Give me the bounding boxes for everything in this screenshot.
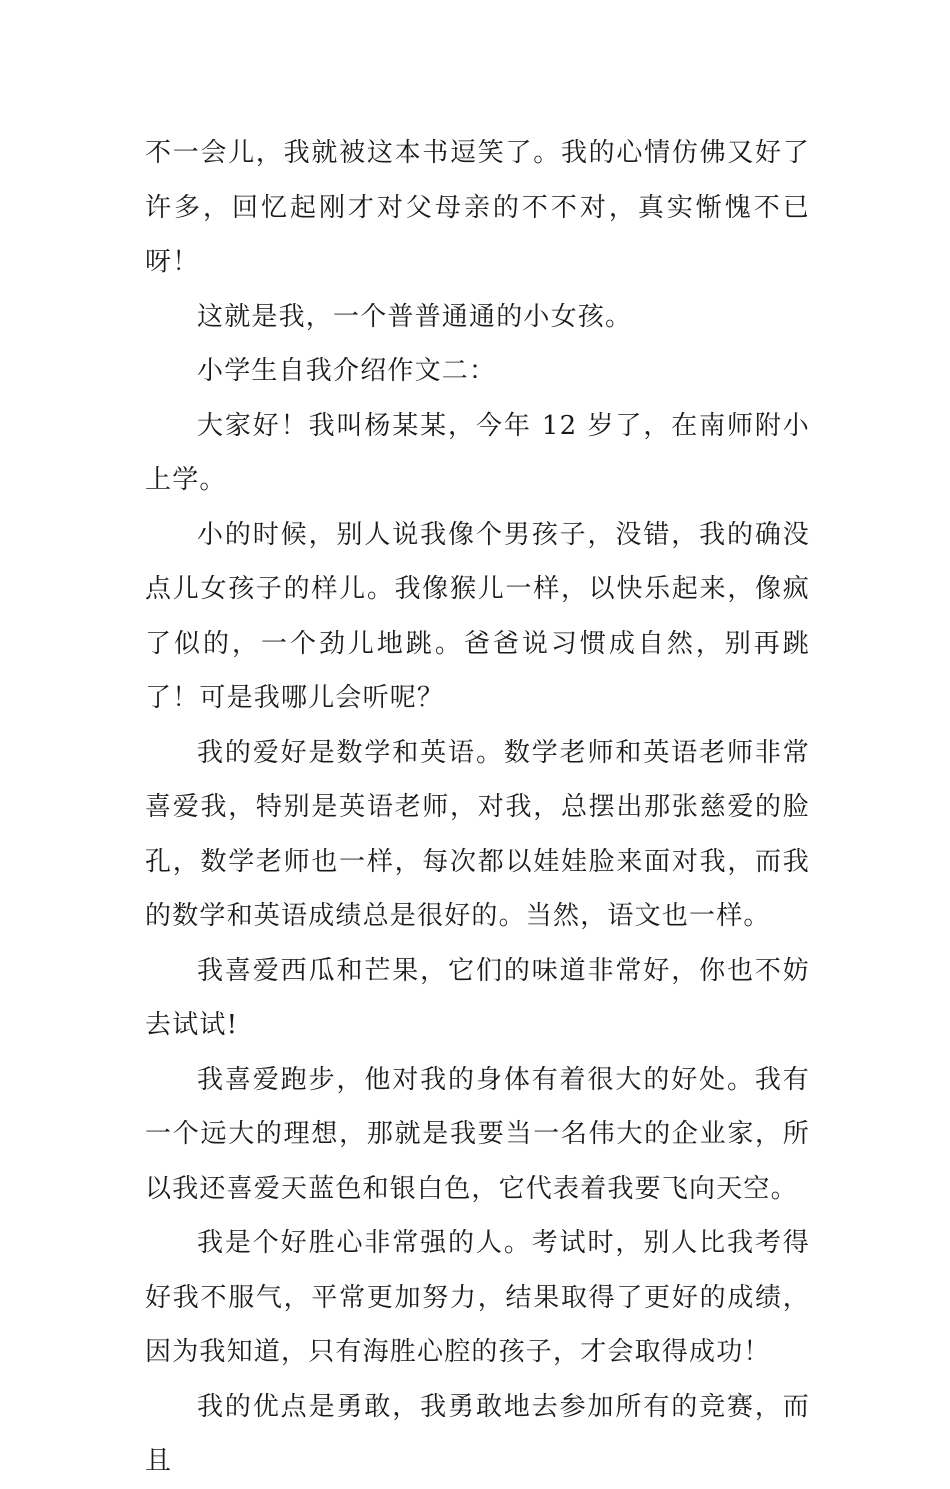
paragraph-7: 我喜爱跑步，他对我的身体有着很大的好处。我有一个远大的理想，那就是我要当一名伟大的企业家，所以我还喜爱天蓝色和银白色，它代表着我要飞向天空。 bbox=[145, 1064, 810, 1204]
section-heading: 小学生自我介绍作文二： bbox=[197, 356, 497, 386]
paragraph-6: 我喜爱西瓜和芒果，它们的味道非常好，你也不妨去试试! bbox=[145, 955, 810, 1040]
paragraph-3: 大家好！我叫杨某某，今年 12 岁了，在南师附小上学。 bbox=[145, 410, 810, 495]
paragraph-8: 我是个好胜心非常强的人。考试时，别人比我考得好我不服气，平常更加努力，结果取得了更好的成绩，因为我知道，只有海胜心腔的孩子，才会取得成功！ bbox=[145, 1228, 810, 1367]
paragraph-2: 这就是我，一个普普通通的小女孩。 bbox=[197, 301, 633, 332]
paragraph-1: 不一会儿，我就被这本书逗笑了。我的心情仿佛又好了许多，回忆起刚才对父母亲的不不对，真实惭愧不已呀！ bbox=[145, 138, 810, 277]
paragraph-5: 我的爱好是数学和英语。数学老师和英语老师非常喜爱我，特别是英语老师，对我，总摆出那张慈爱的脸孔，数学老师也一样，每次都以娃娃脸来面对我，而我的数学和英语成绩总是很好的。当然，语文也一样。 bbox=[145, 737, 810, 931]
paragraph-4: 小的时候，别人说我像个男孩子，没错，我的确没点儿女孩子的样儿。我像猴儿一样，以快乐起来，像疯了似的，一个劲儿地跳。爸爸说习惯成自然，别再跳了！可是我哪儿会听呢？ bbox=[145, 519, 810, 713]
paragraph-9: 我的优点是勇敢，我勇敢地去参加所有的竞赛，而且 bbox=[145, 1391, 810, 1476]
body-text bbox=[145, 126, 810, 1489]
